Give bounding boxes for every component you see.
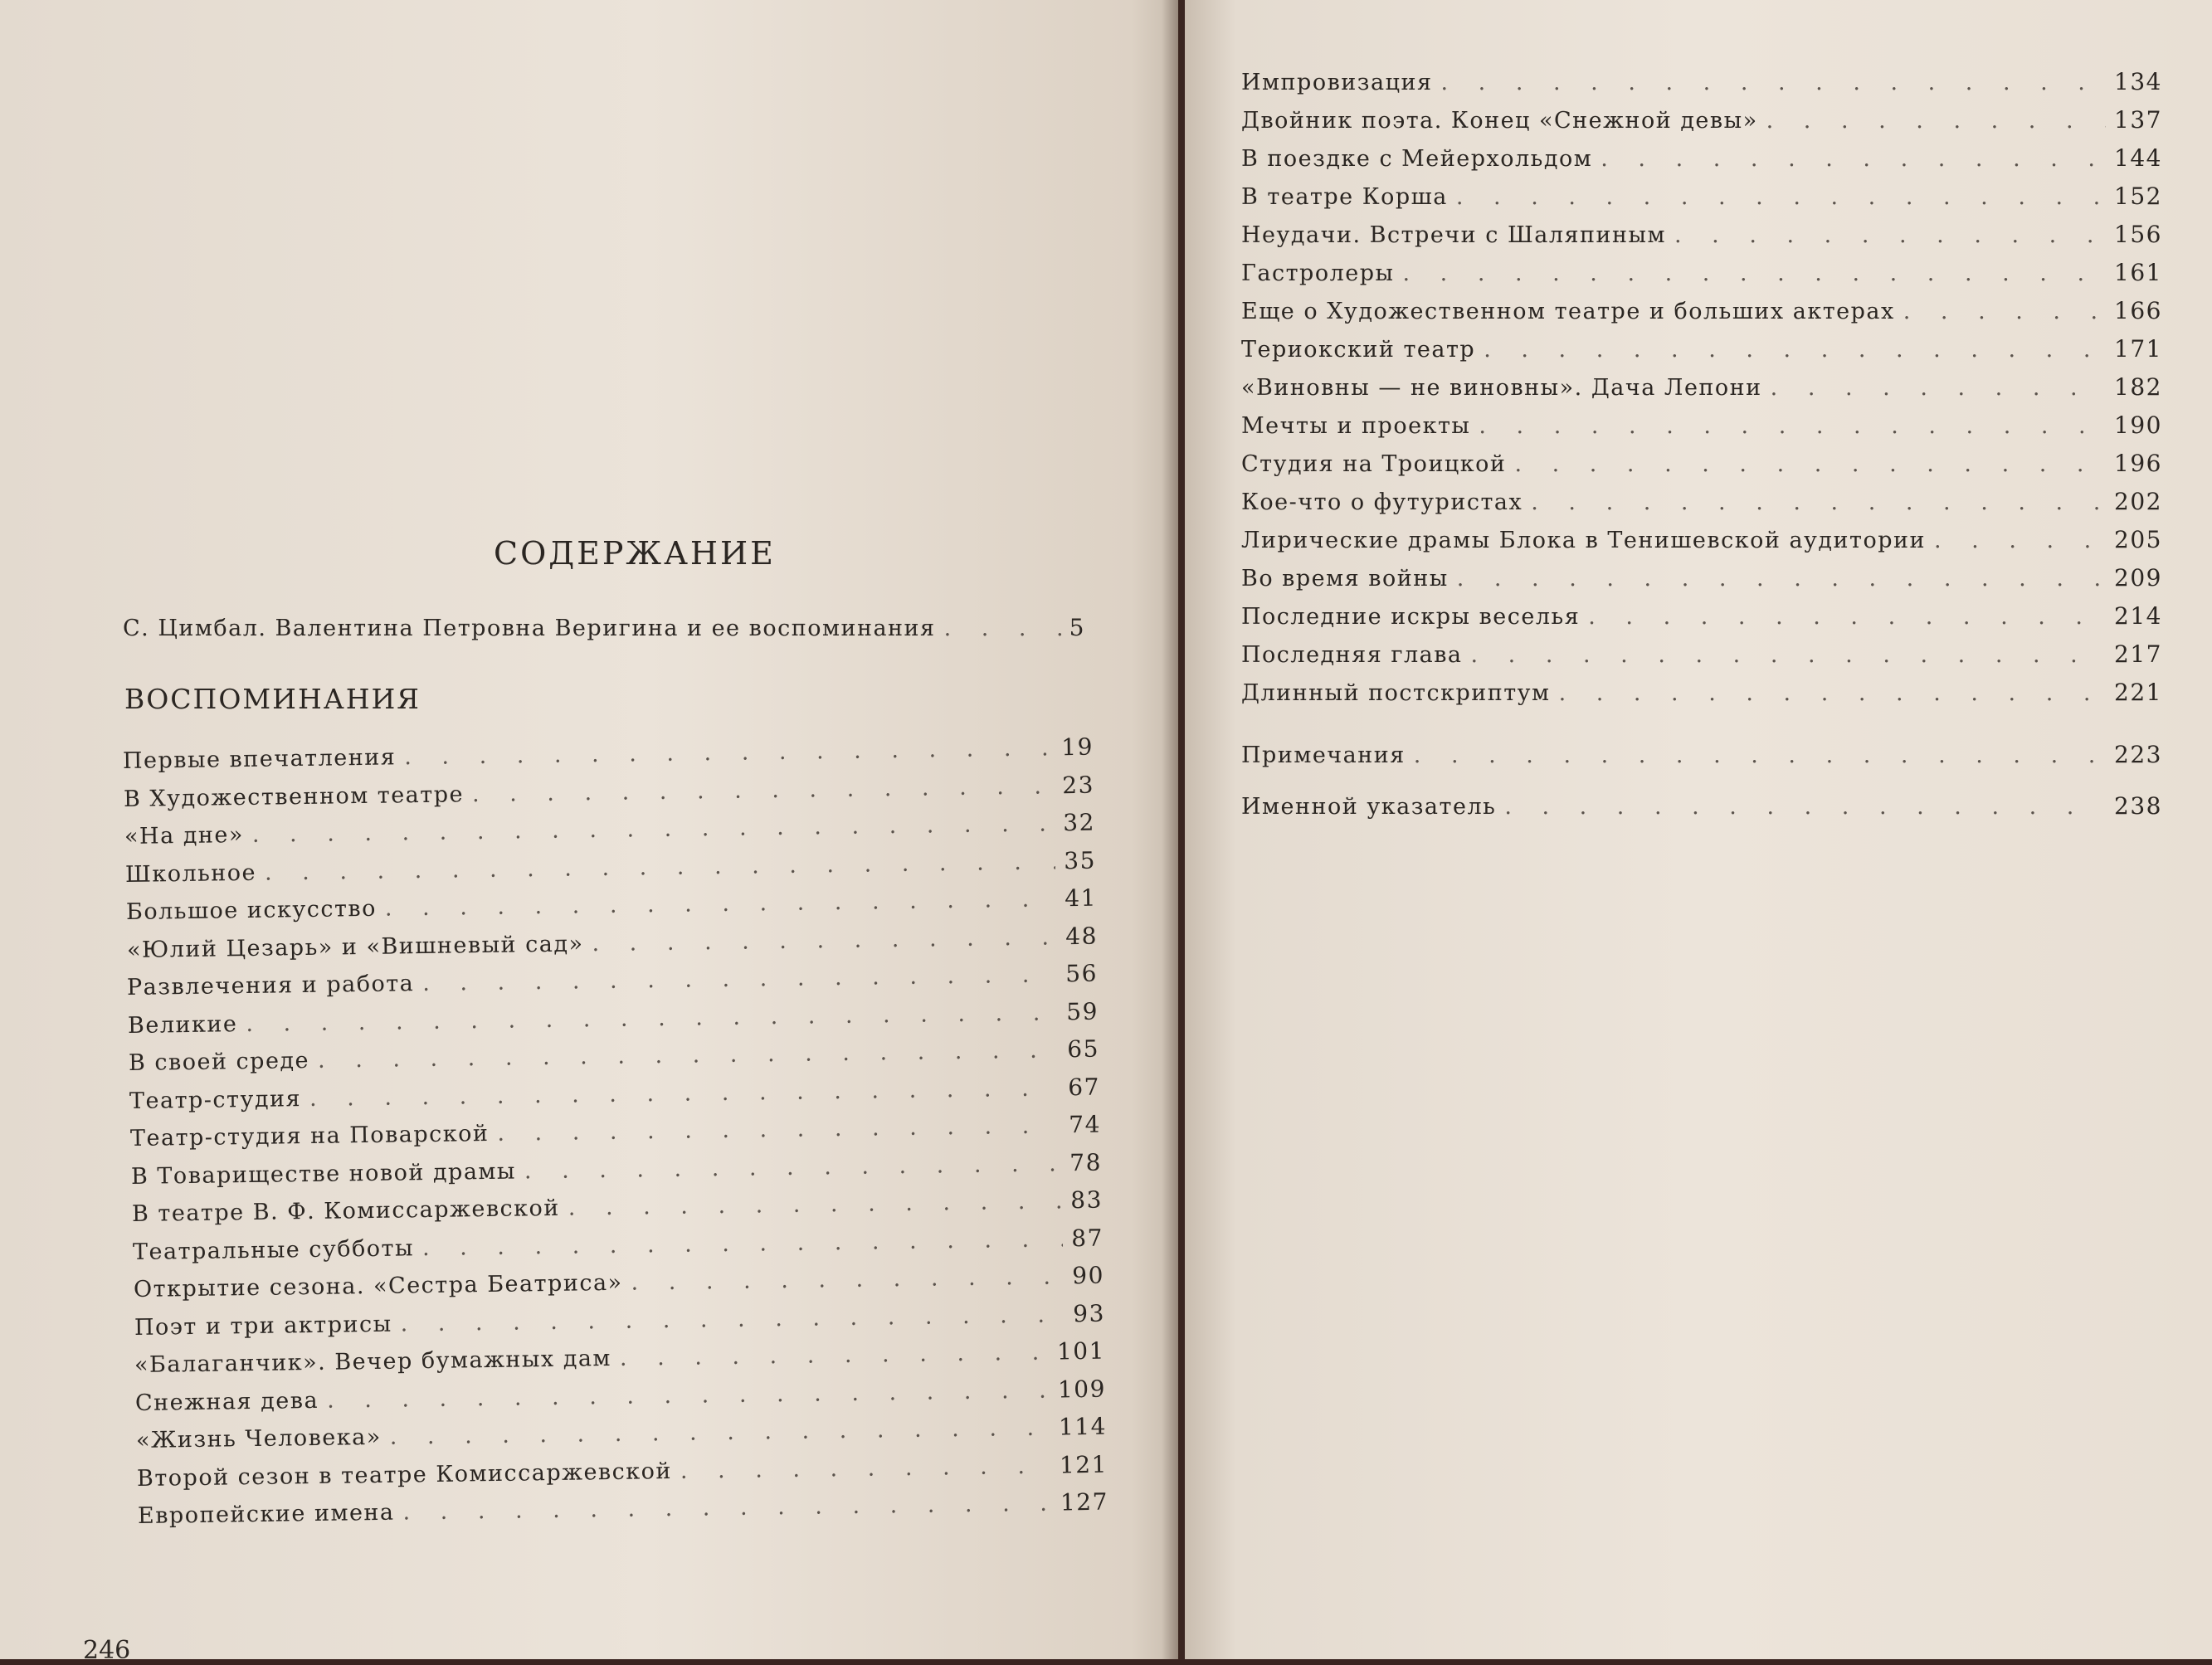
- toc-entry[interactable]: [124, 846, 1095, 887]
- toc-entry[interactable]: [1241, 602, 2162, 630]
- toc-entry-title: В Товариществе новой драмы: [130, 1158, 517, 1190]
- toc-entry-title: Териокский театр: [1241, 337, 1476, 363]
- dot-leader: [1484, 337, 2106, 363]
- toc-entry-title: Великие: [128, 1010, 238, 1039]
- toc-entry-title: Еще о Художественном театре и больших актерах: [1241, 299, 1895, 324]
- toc-entry-title: Снежная дева: [135, 1387, 319, 1416]
- toc-entry-page: 41: [1064, 884, 1097, 913]
- dot-leader: [1934, 528, 2106, 553]
- toc-entry[interactable]: [1241, 68, 2162, 95]
- toc-entry-page: 65: [1067, 1035, 1100, 1064]
- dot-leader: [1414, 742, 2106, 768]
- toc-entry[interactable]: [126, 922, 1097, 962]
- toc-entry[interactable]: [124, 809, 1095, 850]
- toc-entry[interactable]: [132, 1224, 1103, 1264]
- toc-entry[interactable]: [138, 1488, 1108, 1529]
- toc-entry-title: Именной указатель: [1241, 794, 1497, 820]
- toc-entry-page: 134: [2114, 68, 2162, 95]
- dot-leader: [472, 773, 1055, 807]
- dot-leader: [384, 886, 1056, 921]
- toc-entry-page: 202: [2114, 488, 2162, 515]
- toc-entry-page: 56: [1065, 959, 1099, 988]
- toc-entry-title: «Балаганчик». Вечер бумажных дам: [134, 1345, 612, 1378]
- dot-leader: [422, 962, 1057, 996]
- toc-entry[interactable]: [1241, 335, 2162, 363]
- toc-entry-page: 190: [2114, 411, 2162, 439]
- toc-entry[interactable]: [1241, 450, 2162, 477]
- dot-leader: [1903, 299, 2106, 324]
- toc-entry-page: 35: [1063, 846, 1096, 874]
- dot-leader: [1531, 489, 2106, 515]
- toc-entry-page: 32: [1062, 808, 1095, 837]
- dot-leader: [1441, 70, 2107, 95]
- toc-entry-page: 137: [2114, 106, 2162, 134]
- toc-entry[interactable]: [123, 733, 1094, 774]
- dot-leader: [568, 1188, 1062, 1220]
- toc-entry[interactable]: [129, 1035, 1099, 1076]
- toc-entry-title: Импровизация: [1241, 70, 1433, 95]
- toc-entry-title: Поэт и три актрисы: [134, 1311, 392, 1341]
- right-page: [1185, 0, 2212, 1659]
- toc-entry-page: 121: [1059, 1450, 1108, 1478]
- dot-leader: [1457, 566, 2106, 592]
- toc-entry-page: 101: [1057, 1336, 1106, 1366]
- toc-entry[interactable]: [1241, 106, 2162, 134]
- toc-entry[interactable]: [136, 1413, 1107, 1453]
- dot-leader: [1766, 108, 2106, 134]
- toc-entry-title: Двойник поэта. Конец «Снежной девы»: [1241, 108, 1758, 134]
- toc-entry-title: Примечания: [1241, 742, 1406, 768]
- dot-leader: [1601, 146, 2106, 172]
- toc-entry-page: 59: [1066, 997, 1099, 1025]
- toc-entry-title: «Виновны — не виновны». Дача Лепони: [1241, 375, 1762, 401]
- toc-entry-title: Театр-студия на Поварской: [129, 1120, 490, 1151]
- toc-entry-title: В своей среде: [128, 1047, 310, 1076]
- dot-leader: [631, 1263, 1064, 1295]
- dot-leader: [327, 1377, 1050, 1413]
- toc-entry-page: 127: [1060, 1487, 1109, 1517]
- toc-entry[interactable]: [1241, 221, 2162, 248]
- dot-leader: [680, 1453, 1051, 1483]
- toc-entry-title: «Юлий Цезарь» и «Вишневый сад»: [126, 930, 584, 963]
- toc-entry-title: В Художественном театре: [123, 781, 465, 812]
- toc-entry[interactable]: [1241, 679, 2162, 706]
- toc-entry-page: 5: [1069, 614, 1085, 641]
- toc-entry-title: Школьное: [124, 859, 256, 888]
- toc-entry-page: 161: [2114, 259, 2162, 286]
- toc-entry-page: 196: [2114, 450, 2162, 477]
- toc-entry[interactable]: [1241, 411, 2162, 439]
- toc-entry-page: 83: [1069, 1185, 1103, 1215]
- dot-leader: [497, 1112, 1060, 1146]
- toc-entry-title: С. Цимбал. Валентина Петровна Веригина и ее воспоминания: [123, 616, 936, 641]
- toc-entry-page: 48: [1065, 922, 1098, 950]
- toc-entry-page: 87: [1070, 1224, 1104, 1252]
- toc-entry-title: «Жизнь Человека»: [135, 1424, 382, 1453]
- page-number: 246: [83, 1636, 131, 1665]
- toc-entry-title: Открытие сезона. «Сестра Беатриса»: [133, 1269, 623, 1302]
- toc-entry-page: 238: [2114, 792, 2162, 820]
- toc-entry-page: 182: [2114, 373, 2162, 401]
- toc-entry-title: Второй сезон в театре Комиссаржевской: [136, 1458, 673, 1492]
- toc-entry[interactable]: [125, 884, 1096, 925]
- toc-entry[interactable]: [1241, 297, 2162, 324]
- toc-entry[interactable]: [1241, 144, 2162, 172]
- dot-leader: [400, 1302, 1065, 1336]
- toc-entry-title: Большое искусство: [125, 895, 377, 925]
- dot-leader: [1514, 451, 2106, 477]
- toc-entry-title: Театральные субботы: [132, 1234, 414, 1265]
- dot-leader: [251, 811, 1055, 848]
- dot-leader: [1771, 375, 2106, 401]
- toc-entry[interactable]: [130, 1111, 1101, 1151]
- dot-leader: [1504, 794, 2106, 820]
- toc-entry-intro[interactable]: [123, 614, 1085, 641]
- toc-entry-title: Первые впечатления: [122, 744, 397, 774]
- toc-entry-title: В поездке с Мейерхольдом: [1241, 146, 1593, 172]
- toc-entry-title: Европейские имена: [137, 1499, 395, 1529]
- dot-leader: [1674, 222, 2106, 248]
- dot-leader: [944, 616, 1061, 641]
- toc-entry-page: 166: [2114, 297, 2162, 324]
- toc-entry[interactable]: [1241, 183, 2162, 210]
- toc-entry[interactable]: [128, 997, 1099, 1038]
- toc-entry-title: Лирические драмы Блока в Тенишевской аудитории: [1241, 528, 1927, 553]
- toc-entry-title: В театре В. Ф. Комиссаржевской: [131, 1195, 560, 1227]
- dot-leader: [620, 1340, 1049, 1371]
- toc-entry-title: Кое-что о футуристах: [1241, 489, 1523, 515]
- toc-entry-page: 90: [1071, 1261, 1104, 1290]
- toc-entry-page: 144: [2114, 144, 2162, 172]
- toc-entry[interactable]: [1241, 526, 2162, 553]
- toc-entry-page: 156: [2114, 221, 2162, 248]
- toc-entry-title: Студия на Троицкой: [1241, 451, 1507, 477]
- dot-leader: [1456, 184, 2106, 210]
- toc-entry[interactable]: [124, 771, 1094, 811]
- toc-entry[interactable]: [1241, 488, 2162, 515]
- dot-leader: [1588, 604, 2106, 630]
- toc-entry-title: Развлечения и работа: [127, 971, 415, 1000]
- toc-entry-title: Длинный постскриптум: [1241, 680, 1551, 706]
- toc-entry-title: Последние искры веселья: [1241, 604, 1581, 630]
- dot-leader: [1479, 413, 2106, 439]
- toc-entry-title: «На дне»: [124, 821, 244, 850]
- dot-leader: [264, 849, 1055, 885]
- toc-entry[interactable]: [1241, 564, 2162, 592]
- dot-leader: [421, 1226, 1063, 1261]
- toc-entry[interactable]: [134, 1337, 1105, 1378]
- toc-entry[interactable]: [137, 1450, 1108, 1491]
- toc-entry-page: 78: [1069, 1148, 1103, 1176]
- section-heading: ВОСПОМИНАНИЯ: [124, 683, 421, 715]
- toc-entry[interactable]: [133, 1262, 1104, 1302]
- toc-entry-title: Во время войны: [1241, 566, 1449, 592]
- dot-leader: [246, 1000, 1058, 1037]
- toc-entry-title: Неудачи. Встречи с Шаляпиным: [1241, 222, 1667, 248]
- dot-leader: [390, 1415, 1051, 1450]
- toc-entry-title: Мечты и проекты: [1241, 413, 1471, 439]
- toc-entry-page: 217: [2114, 640, 2162, 668]
- toc-entry[interactable]: [1241, 640, 2162, 668]
- dot-leader: [402, 1491, 1052, 1526]
- toc-entry[interactable]: [1241, 792, 2162, 820]
- toc-entry-page: 114: [1058, 1412, 1108, 1441]
- dot-leader: [1402, 260, 2106, 286]
- toc-entry-page: 223: [2114, 741, 2162, 768]
- toc-entry-title: Последняя глава: [1241, 642, 1463, 668]
- toc-entry[interactable]: [134, 1299, 1104, 1340]
- dot-leader: [592, 924, 1057, 957]
- dot-leader: [309, 1075, 1060, 1112]
- dot-leader: [1559, 680, 2106, 706]
- contents-heading: СОДЕРЖАНИЕ: [494, 535, 776, 572]
- dot-leader: [318, 1037, 1060, 1073]
- toc-entry-page: 205: [2114, 526, 2162, 553]
- toc-entry[interactable]: [131, 1148, 1102, 1189]
- toc-entry-page: 93: [1072, 1299, 1105, 1327]
- toc-entry[interactable]: [132, 1186, 1103, 1227]
- toc-entry-title: Гастролеры: [1241, 260, 1395, 286]
- toc-entry-page: 221: [2114, 679, 2162, 706]
- toc-entry[interactable]: [1241, 373, 2162, 401]
- toc-entry-page: 171: [2114, 335, 2162, 363]
- toc-entry-page: 74: [1069, 1110, 1102, 1139]
- toc-entry-page: 23: [1061, 771, 1095, 799]
- toc-entry-page: 209: [2114, 564, 2162, 592]
- toc-entry[interactable]: [129, 1073, 1100, 1113]
- toc-entry-page: 152: [2114, 183, 2162, 210]
- toc-entry-page: 109: [1058, 1375, 1107, 1403]
- toc-entry[interactable]: [127, 960, 1098, 1000]
- toc-entry-page: 67: [1068, 1073, 1101, 1101]
- dot-leader: [404, 735, 1053, 770]
- toc-entry-page: 214: [2114, 602, 2162, 630]
- toc-entry[interactable]: [135, 1375, 1106, 1415]
- toc-entry-page: 19: [1061, 733, 1094, 762]
- toc-entry[interactable]: [1241, 741, 2162, 768]
- dot-leader: [524, 1151, 1062, 1184]
- toc-entry-title: Театр-студия: [129, 1085, 302, 1114]
- toc-entry-title: В театре Корша: [1241, 184, 1448, 210]
- dot-leader: [1471, 642, 2107, 668]
- toc-entry[interactable]: [1241, 259, 2162, 286]
